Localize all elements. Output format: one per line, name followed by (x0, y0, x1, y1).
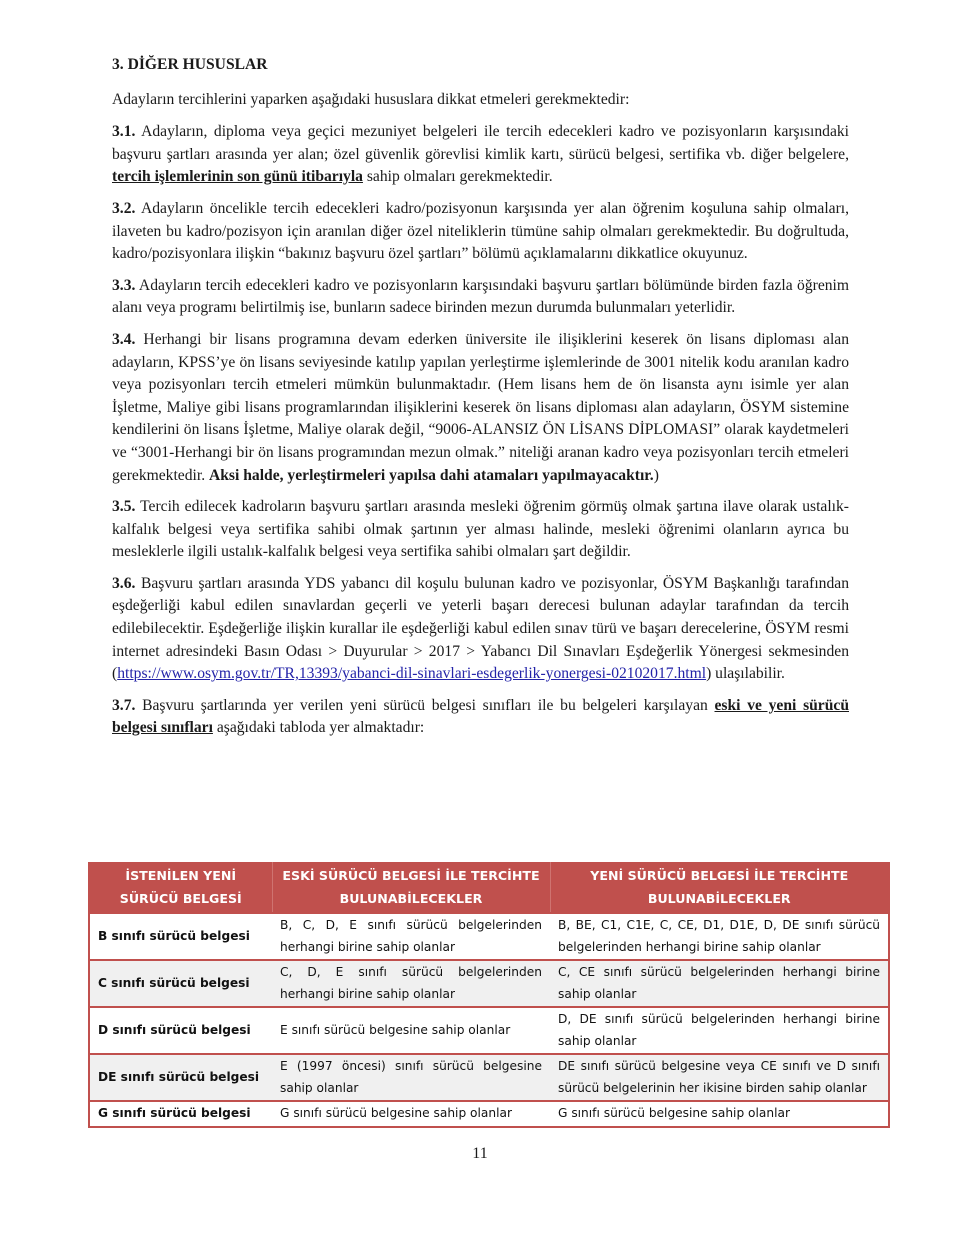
item-text: Başvuru şartları arasında YDS yabancı dil koşulu bulunan kadro ve pozisyonlar, ÖSYM Başkanlığı tarafından eşdeğerliği kabul edilen sınavlardan geçerli ve yeterli başarı derecesi bulunan adaylar tarafından da tercih edilebilecektir. Eşdeğerliğe ilişkin kurallar ile eşdeğerliği kabul edilen sınav türü ve başarı derecelerine, ÖSYM resmi internet adresindeki Basın Odası > Duyurular > 2017 > Yabancı Dil Sınavları Eşdeğerlik Yönergesi sekmesinden ( (112, 574, 849, 683)
item-text: Adayların öncelikle tercih edecekleri kadro/pozisyonun karşısında yer alan öğrenim koşuluna sahip olmaları, ilaveten bu kadro/pozisyon için aranılan diğer özel niteliklerin tümüne sahip olmaları gerekmektedir. Bu doğrultuda, kadro/pozisyonlara ilişkin “bakınız başvuru özel şartları” bölümü açıklamalarını dikkatlice okuyunuz. (112, 199, 849, 263)
item-emphasis: Aksi halde, yerleştirmeleri yapılsa dahi atamaları yapılmayacaktır. (209, 466, 654, 484)
item-3-2 (112, 198, 849, 266)
header-new-license: YENİ SÜRÜCÜ BELGESİ İLE TERCİHTE BULUNABİLECEKLER (550, 862, 889, 913)
table-row (89, 960, 889, 1007)
item-number: 3.1. (112, 123, 136, 141)
cell-required: DE sınıfı sürücü belgesi (89, 1054, 272, 1101)
cell-required: G sınıfı sürücü belgesi (89, 1101, 272, 1127)
section-heading: 3. DİĞER HUSUSLAR (112, 56, 268, 73)
item-3-6 (112, 573, 849, 686)
item-number: 3.5. (112, 498, 136, 516)
item-3-1 (112, 121, 849, 189)
item-emphasis: eski ve yeni sürücü belgesi sınıfları (112, 696, 849, 737)
cell-new: D, DE sınıfı sürücü belgelerinden herhangi birine sahip olanlar (550, 1007, 889, 1054)
cell-new: G sınıfı sürücü belgesine sahip olanlar (550, 1101, 889, 1127)
item-number: 3.2. (112, 199, 136, 217)
item-text: Adayların tercih edecekleri kadro ve pozisyonların karşısındaki başvuru şartları bölümünde birden fazla öğrenim alanı veya programı belirtilmiş ise, bunların sadece birinden mezun durumda bulunmaları yeterlidir. (112, 276, 849, 317)
table-header-row (89, 862, 889, 913)
table-row (89, 913, 889, 960)
item-text: Herhangi bir lisans programına devam ederken üniversite ile ilişiklerini keserek ön lisans diploması alan adayların, KPSS’ye ön lisans seviyesinde katılıp yapılan yerleştirme işlemlerinde de 3001 nitelik kodu aranılan kadro veya pozisyonları tercih etmeleri mümkün bulunmaktadır. (Hem lisans hem de ön lisansta aynı isimle yer alan İşletme, Maliye gibi lisans programlarından ilişiklerini keserek ön lisans diploması alan adayların, ÖSYM sistemine kendilerini ön lisans İşletme, Maliye olarak değil, “9006-ALANSIZ ÖN LİSANS DİPLOMASI” olarak kaydetmeleri ve “3001-Herhangi bir ön lisans programından mezun olmak.” niteliği aranan kadro veya pozisyonları tercih etmeleri gerekmektedir. (112, 330, 849, 484)
header-required-license: İSTENİLEN YENİ SÜRÜCÜ BELGESİ (89, 862, 272, 913)
header-old-license: ESKİ SÜRÜCÜ BELGESİ İLE TERCİHTE BULUNABİLECEKLER (272, 862, 550, 913)
cell-old: B, C, D, E sınıfı sürücü belgelerinden herhangi birine sahip olanlar (272, 913, 550, 960)
table-row (89, 1007, 889, 1054)
item-text: aşağıdaki tabloda yer almaktadır: (212, 719, 425, 737)
item-text: ) (653, 466, 659, 484)
cell-old: G sınıfı sürücü belgesine sahip olanlar (272, 1101, 550, 1127)
item-3-7 (112, 695, 849, 740)
cell-new: C, CE sınıfı sürücü belgelerinden herhangi birine sahip olanlar (550, 960, 889, 1007)
item-3-3 (112, 275, 849, 320)
item-text: Başvuru şartlarında yer verilen yeni sürücü belgesi sınıfları ile bu belgeleri karşılayan (135, 696, 715, 714)
cell-required: D sınıfı sürücü belgesi (89, 1007, 272, 1054)
item-number: 3.6. (112, 574, 136, 592)
cell-old: C, D, E sınıfı sürücü belgelerinden herhangi birine sahip olanlar (272, 960, 550, 1007)
license-class-table (88, 862, 890, 1128)
item-number: 3.4. (112, 330, 136, 348)
item-text: ) ulaşılabilir. (706, 665, 785, 683)
item-emphasis: tercih işlemlerinin son günü itibarıyla (112, 168, 363, 186)
item-number: 3.7. (112, 696, 136, 714)
table-row (89, 1101, 889, 1127)
osym-equivalence-link[interactable]: https://www.osym.gov.tr/TR,13393/yabanci-dil-sinavlari-esdegerlik-yonergesi-02102017.html (117, 665, 707, 683)
cell-new: DE sınıfı sürücü belgesine veya CE sınıfı ve D sınıfı sürücü belgelerinin her ikisine birden sahip olanlar (550, 1054, 889, 1101)
table-row (89, 1054, 889, 1101)
item-text: Tercih edilecek kadroların başvuru şartları arasında mesleki öğrenim görmüş olmak şartına ilave olarak ustalık-kalfalık belgesi veya sertifika sahibi olmak şartının yer alması halinde, mesleki öğrenimi olanların ayrıca bu mesleklerle ilgili ustalık-kalfalık belgesi veya sertifika sahibi olmaları şart değildir. (112, 498, 849, 561)
item-3-4 (112, 329, 849, 487)
cell-required: C sınıfı sürücü belgesi (89, 960, 272, 1007)
item-number: 3.3. (112, 276, 136, 294)
item-text: sahip olmaları gerekmektedir. (362, 168, 553, 186)
section-intro: Adayların tercihlerini yaparken aşağıdaki hususlara dikkat etmeleri gerekmektedir: (112, 90, 630, 108)
document-body (112, 54, 849, 749)
page-number: 11 (472, 1145, 488, 1162)
cell-old: E (1997 öncesi) sınıfı sürücü belgesine sahip olanlar (272, 1054, 550, 1101)
item-text: Adayların, diploma veya geçici mezuniyet belgeleri ile tercih edecekleri kadro ve pozisyonların karşısındaki başvuru şartları arasında yer alan; özel güvenlik görevlisi kimlik kartı, sürücü belgesi, sertifika vb. diğer belgelere, (112, 123, 849, 163)
cell-required: B sınıfı sürücü belgesi (89, 913, 272, 960)
item-3-5 (112, 496, 849, 564)
cell-old: E sınıfı sürücü belgesine sahip olanlar (272, 1007, 550, 1054)
license-class-table-wrapper (88, 862, 890, 1128)
cell-new: B, BE, C1, C1E, C, CE, D1, D1E, D, DE sınıfı sürücü belgelerinden herhangi birine sahip olanlar (550, 913, 889, 960)
